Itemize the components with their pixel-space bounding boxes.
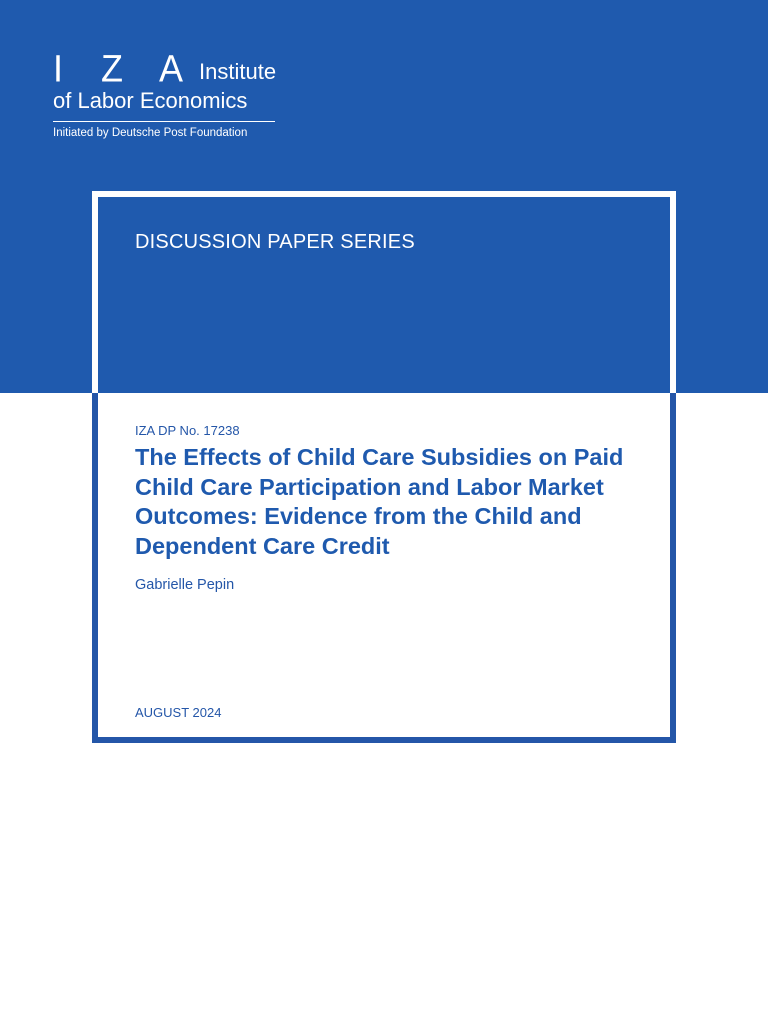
logo-letters: I Z A [53,46,198,90]
logo-divider [53,121,275,122]
logo-institute-word: Institute [199,59,277,84]
logo-tagline: Initiated by Deutsche Post Foundation [53,127,248,139]
series-title: DISCUSSION PAPER SERIES [135,231,415,253]
logo-top-row [53,46,293,90]
paper-author: Gabrielle Pepin [135,577,235,593]
iza-logo [53,48,293,140]
logo-subtitle: of Labor Economics [53,88,248,113]
paper-title: The Effects of Child Care Subsidies on Paid Child Care Participation and Labor Market Outcomes: Evidence from the Child and Dependent Care Credit [135,444,624,559]
paper-number: IZA DP No. 17238 [135,423,240,438]
publication-date: AUGUST 2024 [135,705,222,720]
